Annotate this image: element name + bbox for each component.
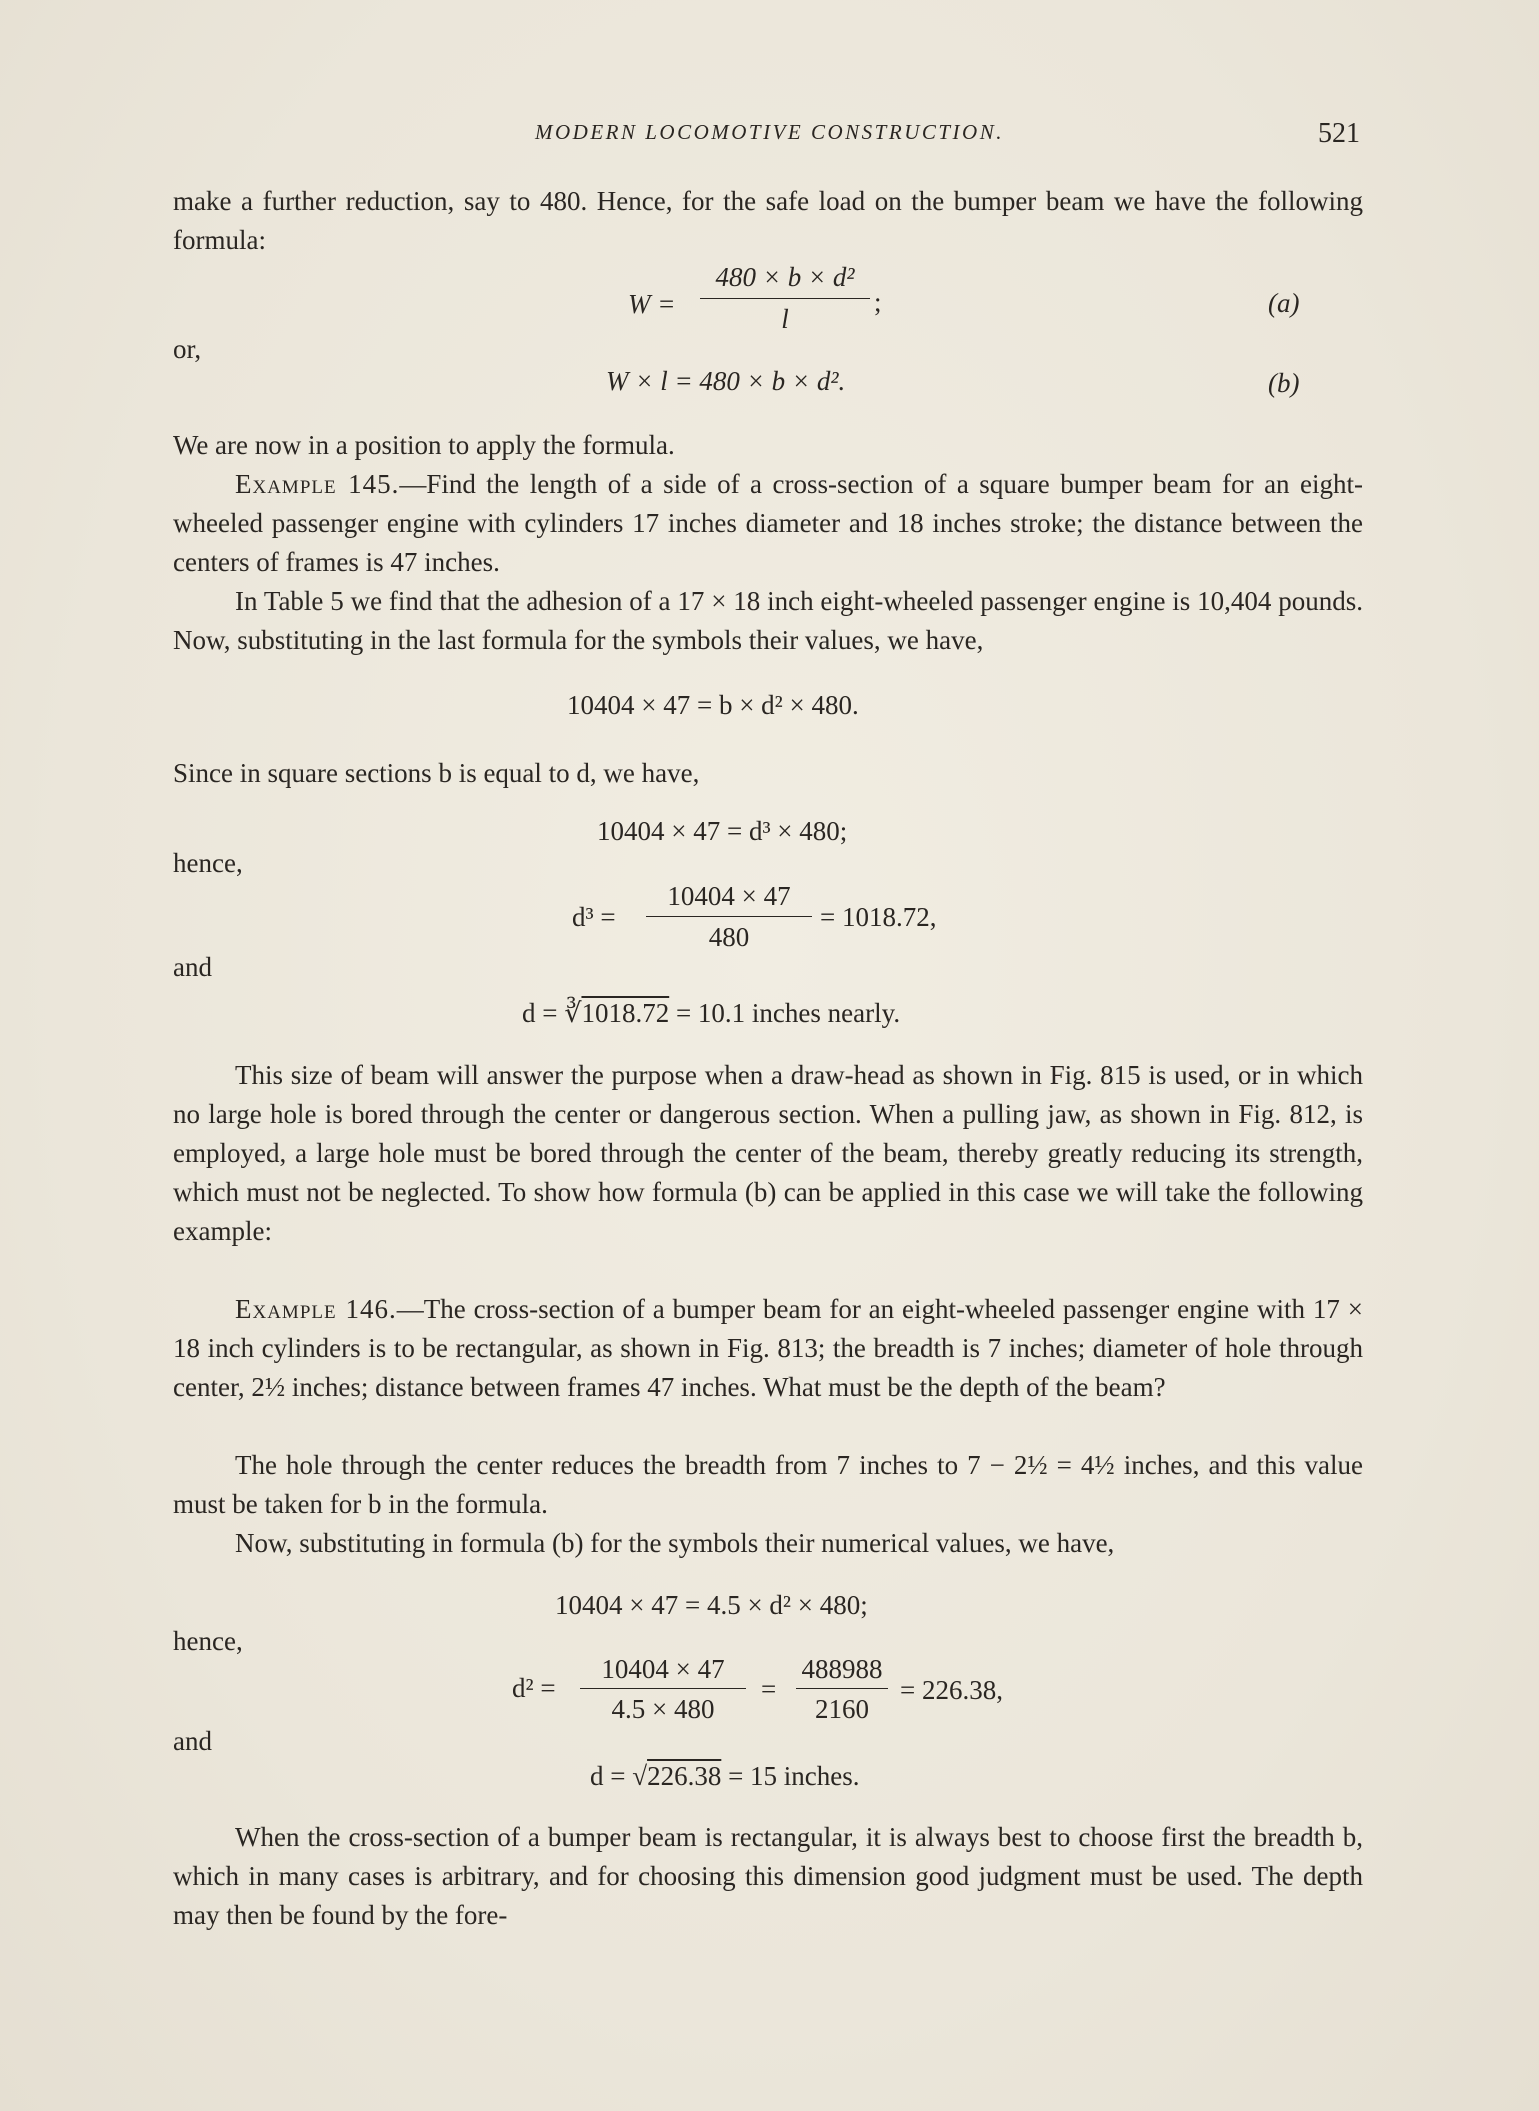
running-title: MODERN LOCOMOTIVE CONSTRUCTION.: [535, 120, 1004, 144]
formula-a-label: (a): [1268, 288, 1300, 318]
example-146-paragraph: [173, 1290, 1363, 1407]
cube-root-icon: ∛: [564, 998, 582, 1028]
and-label-2: and: [173, 1726, 212, 1756]
equation-4: [522, 1000, 900, 1027]
substitution-paragraph: Now, substituting in formula (b) for the symbols their numerical values, we have,: [235, 1528, 1115, 1558]
example-145-paragraph: [173, 465, 1363, 582]
example-145-text: —Find the length of a side of a cross-section of a square bumper beam for an eight-wheeled passenger engine with cylinders 17 inches diameter and 18 inches stroke; the distance between the centers of frames is 47 inches.: [173, 469, 1363, 577]
formula-b: W × l = 480 × b × d².: [606, 366, 846, 396]
final-paragraph: When the cross-section of a bumper beam is rectangular, it is always best to choose first the breadth b, which in many cases is arbitrary, and for choosing this dimension good judgment must be used. The depth may then be found by the fore-: [173, 1822, 1363, 1930]
formula-b-label: (b): [1268, 368, 1300, 398]
equation-3-fraction-bar: [646, 916, 812, 917]
hence-label-2: hence,: [173, 1626, 243, 1656]
and-label-1: and: [173, 952, 212, 982]
equation-1: 10404 × 47 = b × d² × 480.: [567, 690, 859, 720]
equation-6-denominator-2: 2160: [815, 1694, 869, 1724]
equation-6-fraction-bar-1: [580, 1688, 746, 1689]
formula-a-lhs: W =: [628, 289, 676, 319]
equation-3-denominator: 480: [708, 922, 750, 952]
example-146-text: —The cross-section of a bumper beam for an eight-wheeled passenger engine with 17 × 18 inch cylinders is to be rectangular, as shown in Fig. 813; the breadth is 7 inches; diameter of hole through center, 2½ inches; distance between frames 47 inches. What must be the depth of the beam?: [173, 1294, 1363, 1402]
equation-2: 10404 × 47 = d³ × 480;: [597, 816, 848, 846]
equation-3-numerator: 10404 × 47: [667, 881, 791, 911]
square-paragraph: Since in square sections b is equal to d, we have,: [173, 758, 700, 788]
equation-6-fraction-bar-2: [796, 1688, 888, 1689]
page-number: 521: [1318, 118, 1360, 149]
formula-a-semicolon: ;: [874, 287, 882, 317]
equation-6-equals: =: [761, 1674, 777, 1704]
equation-7-rest: = 15 inches.: [728, 1761, 860, 1791]
hole-paragraph: The hole through the center reduces the breadth from 7 inches to 7 − 2½ = 4½ inches, and this value must be taken for b in the formula.: [173, 1450, 1363, 1519]
intro-paragraph: make a further reduction, say to 480. Hence, for the safe load on the bumper beam we have the following formula:: [173, 186, 1363, 255]
example-146-heading: Example 146.: [235, 1294, 397, 1324]
equation-4-lhs: d =: [522, 998, 558, 1028]
equation-5: 10404 × 47 = 4.5 × d² × 480;: [555, 1590, 868, 1620]
example-145-heading: Example 145.: [235, 469, 400, 499]
equation-4-rest: = 10.1 inches nearly.: [675, 998, 901, 1028]
square-root-icon: √: [632, 1761, 648, 1791]
or-label: or,: [173, 334, 202, 364]
position-paragraph: We are now in a position to apply the formula.: [173, 430, 675, 460]
equation-7: [590, 1763, 860, 1790]
formula-a-denominator: l: [781, 304, 789, 334]
equation-6-denominator-1: 4.5 × 480: [611, 1694, 715, 1724]
equation-6-numerator-1: 10404 × 47: [601, 1654, 725, 1684]
equation-6-result: = 226.38,: [900, 1675, 1003, 1705]
equation-6-lhs: d² =: [512, 1673, 556, 1703]
equation-7-lhs: d =: [590, 1761, 626, 1791]
equation-3-lhs: d³ =: [572, 902, 616, 932]
equation-4-radicand: 1018.72: [581, 998, 670, 1028]
formula-a-numerator: 480 × b × d²: [715, 262, 855, 292]
equation-3-result: = 1018.72,: [820, 902, 937, 932]
hence-label-1: hence,: [173, 848, 243, 878]
equation-6-numerator-2: 488988: [801, 1654, 883, 1684]
formula-a-fraction-bar: [700, 298, 870, 299]
size-paragraph: This size of beam will answer the purpose when a draw-head as shown in Fig. 815 is used, or in which no large hole is bored through the center or dangerous section. When a pulling jaw, as shown in Fig. 812, is employed, a large hole must be bored through the center of the beam, thereby greatly reducing its strength, which must not be neglected. To show how formula (b) can be applied in this case we will take the following example:: [173, 1060, 1363, 1246]
table-paragraph: In Table 5 we find that the adhesion of a 17 × 18 inch eight-wheeled passenger engine is 10,404 pounds. Now, substituting in the last formula for the symbols their values, we have,: [173, 586, 1363, 655]
equation-7-radicand: 226.38: [647, 1761, 722, 1791]
